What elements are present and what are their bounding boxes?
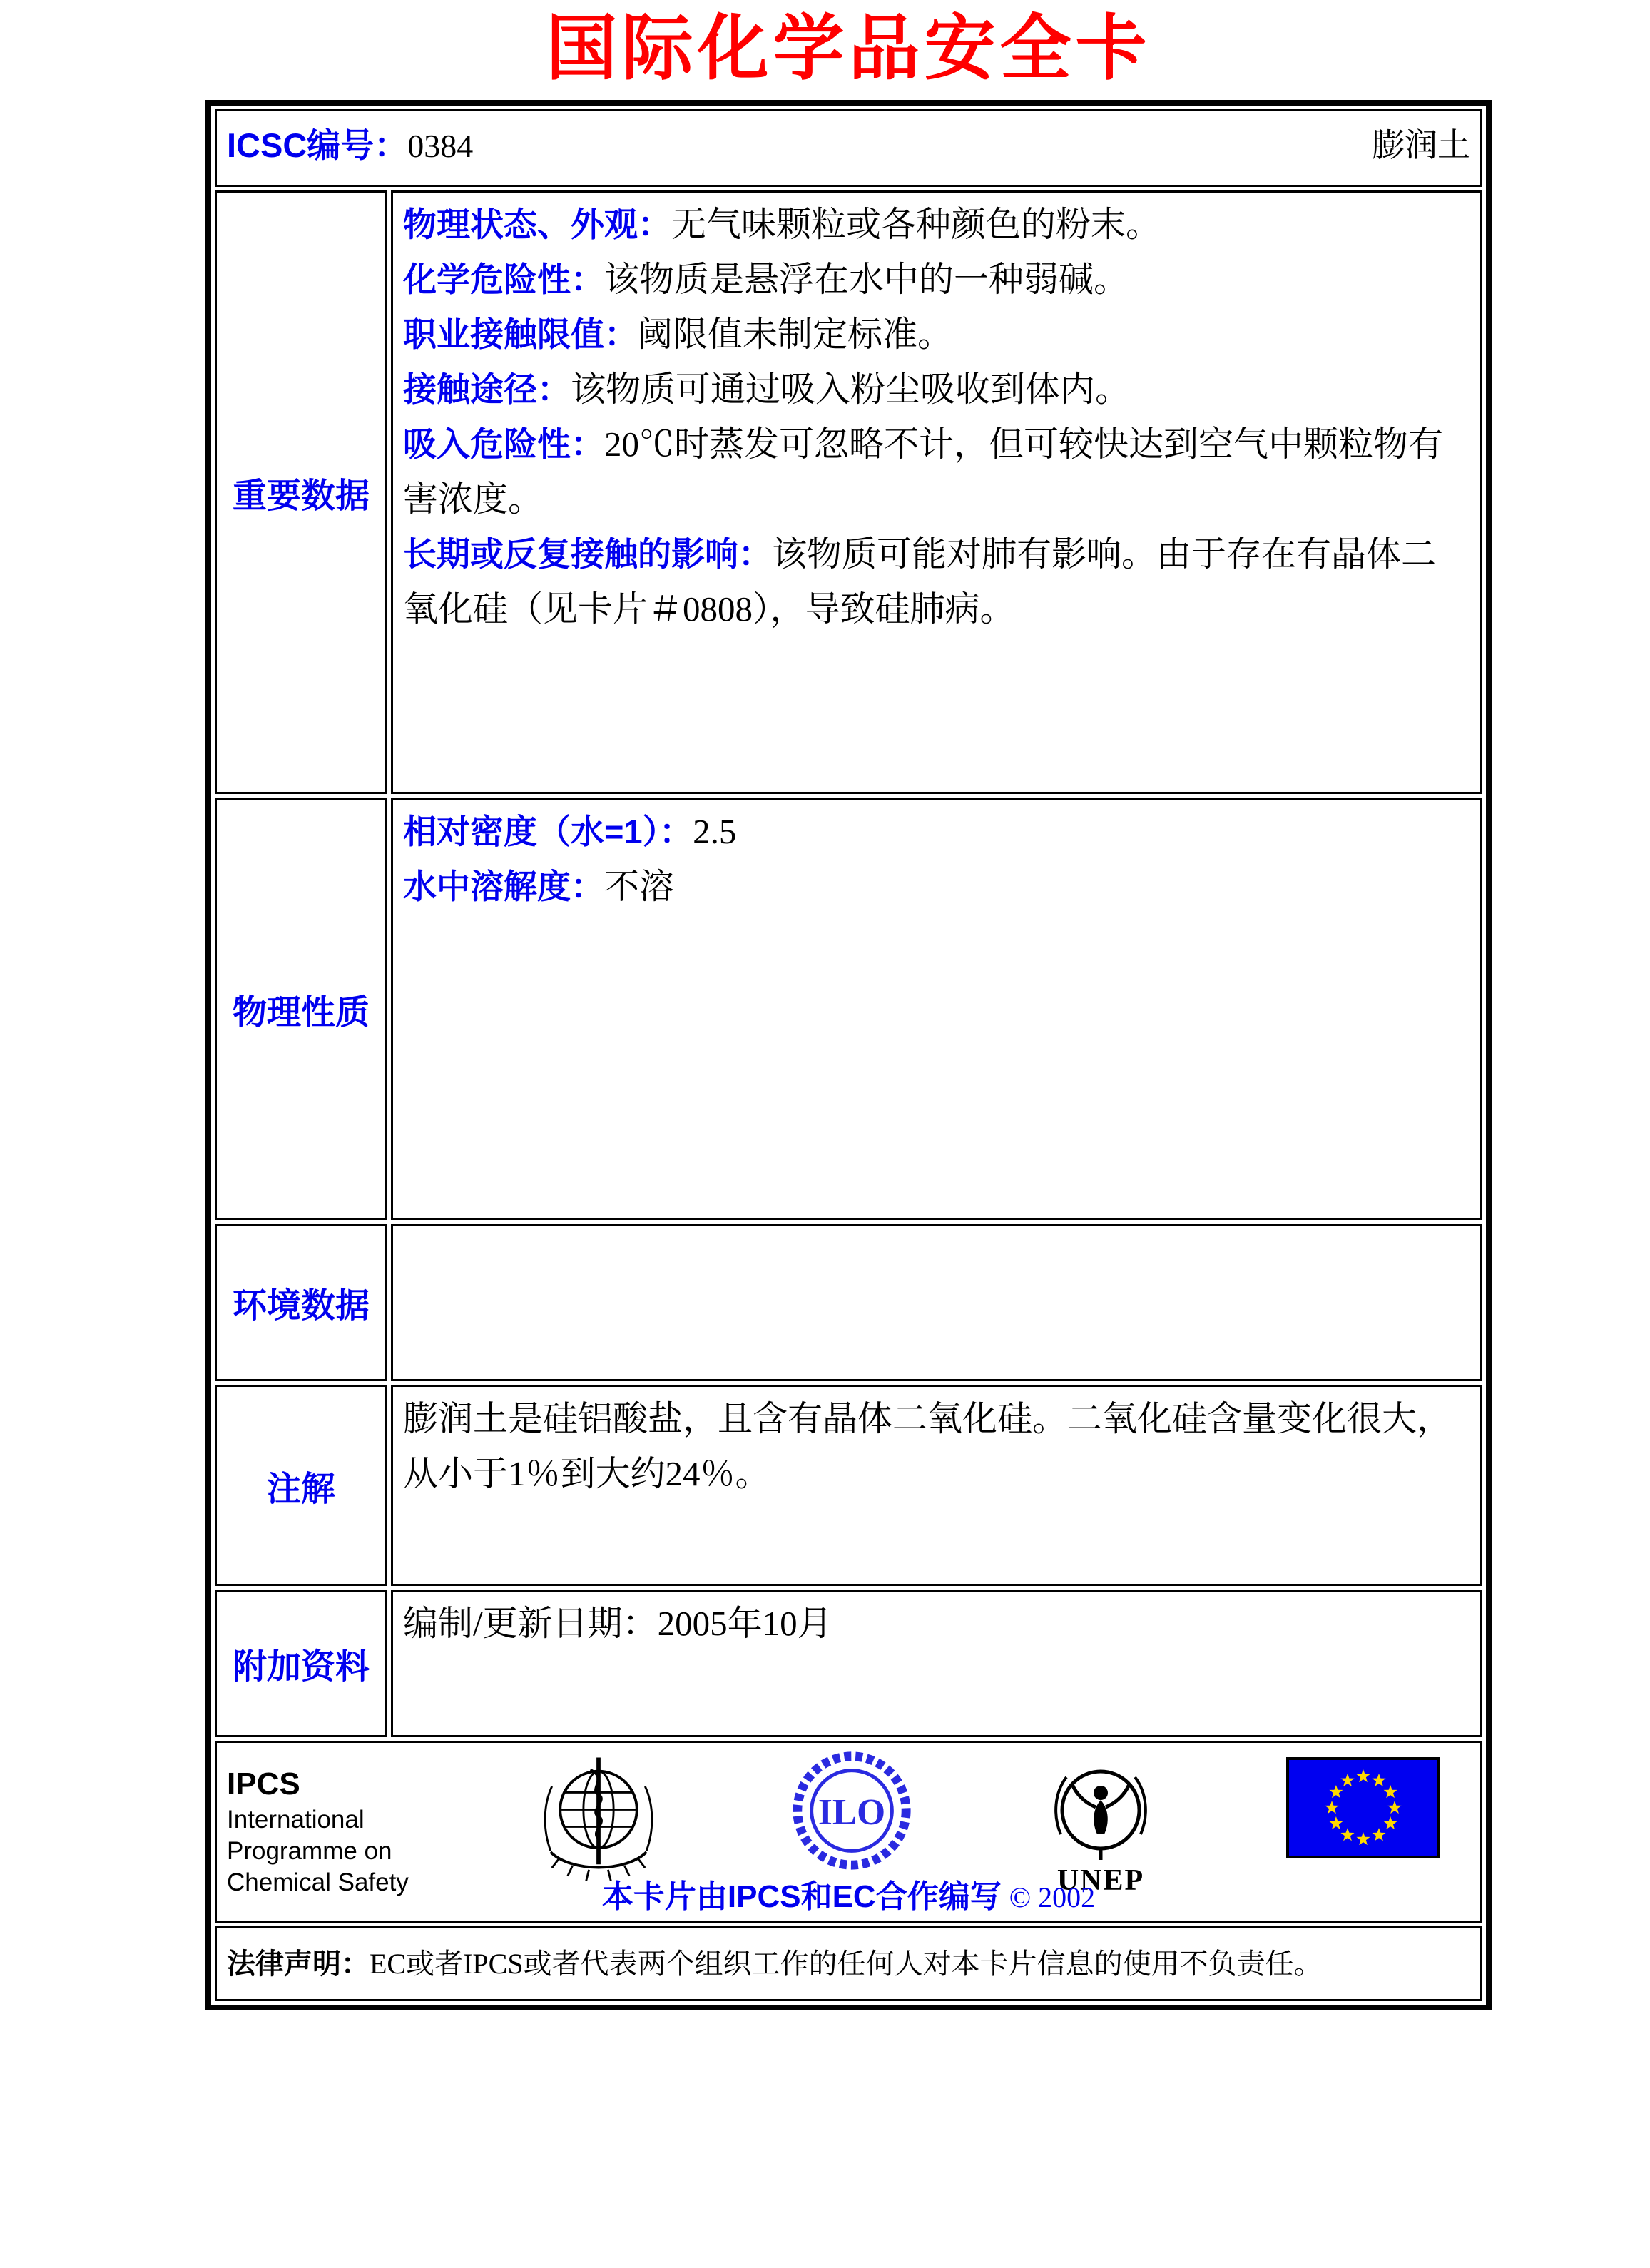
page-title: 国际化学品安全卡 [546, 9, 1151, 88]
field-inhalation-risk [403, 417, 1470, 527]
icsc-number-group [227, 116, 473, 176]
field-value: 2.5 [693, 812, 737, 851]
field-exposure-routes [403, 362, 1470, 417]
field-label: 水中溶解度： [403, 868, 604, 905]
unep-logo-text: UNEP [1056, 1864, 1145, 1897]
legal-label: 法律声明： [227, 1948, 370, 1980]
field-value: 阈限值未制定标准。 [638, 315, 953, 354]
field-label: 接触途径： [403, 370, 571, 408]
icsc-header-row [215, 109, 1482, 187]
field-value: 无气味颗粒或各种颜色的粉末。 [671, 205, 1161, 244]
additional-info-content [391, 1590, 1482, 1737]
chemical-name: 膨润土 [1372, 127, 1470, 163]
field-value: 该物质是悬浮在水中的一种弱碱。 [604, 260, 1129, 299]
important-data-content [391, 190, 1482, 794]
notes-content [391, 1385, 1482, 1586]
field-occupational-limits [403, 307, 1470, 362]
field-value: 不溶 [604, 867, 675, 906]
credit-text: 本卡片由IPCS和EC合作编写 [601, 1879, 1002, 1914]
field-value: 该物质可通过吸入粉尘吸收到体内。 [571, 370, 1131, 409]
legal-statement-row [215, 1926, 1482, 2001]
field-physical-state [403, 197, 1470, 252]
field-water-solubility [403, 859, 1470, 914]
field-relative-density [403, 804, 1470, 859]
legal-text: EC或者IPCS或者代表两个组织工作的任何人对本卡片信息的使用不负责任。 [370, 1947, 1323, 1980]
field-label: 长期或反复接触的影响： [403, 535, 772, 573]
field-label: 职业接触限值： [403, 315, 638, 353]
ilo-logo-text: ILO [818, 1791, 886, 1833]
field-value: 膨润土是硅铝酸盐，且含有晶体二氧化硅。二氧化硅含量变化很大，从小于1％到大约24％。 [403, 1399, 1452, 1493]
field-label: 物理状态、外观： [403, 205, 671, 243]
section-label-additional-info: 附加资料 [215, 1590, 387, 1737]
ipcs-acronym: IPCS [227, 1766, 300, 1801]
icsc-number-value: 0384 [407, 128, 474, 164]
prepared-updated-date [403, 1596, 1470, 1651]
icsc-number-label: ICSC编号： [227, 126, 408, 164]
ipcs-line-1: International [227, 1806, 365, 1834]
environmental-data-content [391, 1224, 1482, 1381]
field-label: 吸入危险性： [403, 425, 604, 463]
ipcs-line-2: Programme on [227, 1837, 392, 1865]
field-label: 化学危险性： [403, 260, 604, 298]
section-label-physical-properties: 物理性质 [215, 798, 387, 1220]
credit-line [217, 1871, 1480, 1916]
icsc-card-table [205, 100, 1492, 2010]
field-long-term-effects [403, 527, 1470, 636]
ipcs-line-3: Chemical Safety [227, 1868, 409, 1896]
logos-row [215, 1741, 1482, 1923]
field-label: 相对密度（水=1）： [403, 813, 693, 850]
notes-text [403, 1391, 1470, 1501]
ilo-logo-icon [788, 1747, 915, 1878]
field-value: 该物质可能对肺有影响。由于存在有晶体二氧化硅（见卡片＃0808），导致硅肺病。 [403, 534, 1437, 629]
field-value: 20℃时蒸发可忽略不计，但可较快达到空气中颗粒物有害浓度。 [403, 424, 1444, 519]
credit-year: © 2002 [1009, 1881, 1096, 1913]
physical-properties-content [391, 798, 1482, 1220]
eu-flag-icon [1286, 1757, 1440, 1862]
section-label-notes: 注解 [215, 1385, 387, 1586]
section-label-important-data: 重要数据 [215, 190, 387, 794]
field-chemical-danger [403, 252, 1470, 307]
field-value: 编制/更新日期：2005年10月 [403, 1604, 832, 1643]
section-label-environmental-data: 环境数据 [215, 1224, 387, 1381]
